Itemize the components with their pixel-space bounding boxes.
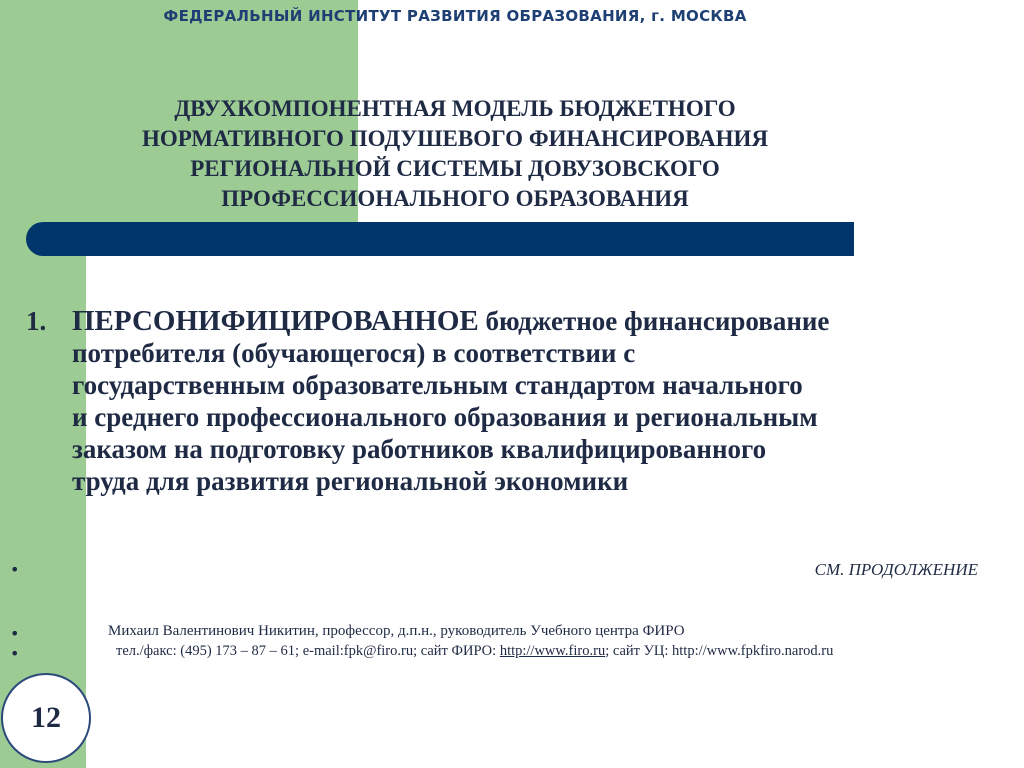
slide-title bbox=[40, 94, 870, 214]
bullet-marker: • bbox=[10, 560, 20, 579]
point-lead: ПЕРСОНИФИЦИРОВАННОЕ bbox=[72, 305, 479, 337]
point-line: заказом на подготовку работников квалифицированного bbox=[72, 434, 767, 464]
firo-site-link[interactable]: http://www.firo.ru bbox=[499, 643, 606, 659]
point-text bbox=[72, 305, 1016, 497]
title-divider-bar bbox=[26, 222, 854, 256]
contacts-suffix: ; сайт УЦ: http://www.fpkfiro.narod.ru bbox=[605, 643, 834, 659]
point-line: потребителя (обучающегося) в соответствии с bbox=[72, 338, 636, 368]
point-line: государственным образовательным стандартом начального bbox=[72, 370, 803, 400]
title-line: РЕГИОНАЛЬНОЙ СИСТЕМЫ ДОВУЗОВСКОГО bbox=[190, 156, 720, 181]
page-number-badge bbox=[1, 673, 91, 763]
contacts-line bbox=[116, 643, 833, 660]
institute-header: ФЕДЕРАЛЬНЫЙ ИНСТИТУТ РАЗВИТИЯ ОБРАЗОВАНИЯ, г. МОСКВА bbox=[163, 7, 747, 25]
author-line: Михаил Валентинович Никитин, профессор, д.п.н., руководитель Учебного центра ФИРО bbox=[108, 623, 685, 639]
point-line: бюджетное финансирование bbox=[485, 306, 830, 336]
page-number: 12 bbox=[31, 701, 61, 734]
point-line: и среднего профессионального образования и региональным bbox=[72, 402, 818, 432]
point-line: труда для развития региональной экономики bbox=[72, 466, 629, 496]
title-line: НОРМАТИВНОГО ПОДУШЕВОГО ФИНАНСИРОВАНИЯ bbox=[141, 126, 769, 151]
contacts-prefix: тел./факс: (495) 173 – 87 – 61; e-mail:fpk@firo.ru; сайт ФИРО: bbox=[116, 643, 500, 659]
title-line: ДВУХКОМПОНЕНТНАЯ МОДЕЛЬ БЮДЖЕТНОГО bbox=[174, 96, 736, 121]
point-number: 1. bbox=[26, 306, 47, 336]
numbered-point bbox=[26, 305, 1016, 497]
bullet-marker: • bbox=[10, 644, 20, 663]
title-line: ПРОФЕССИОНАЛЬНОГО ОБРАЗОВАНИЯ bbox=[221, 186, 689, 211]
bullet-marker: • bbox=[10, 624, 20, 643]
continuation-note: СМ. ПРОДОЛЖЕНИЕ bbox=[814, 560, 978, 579]
